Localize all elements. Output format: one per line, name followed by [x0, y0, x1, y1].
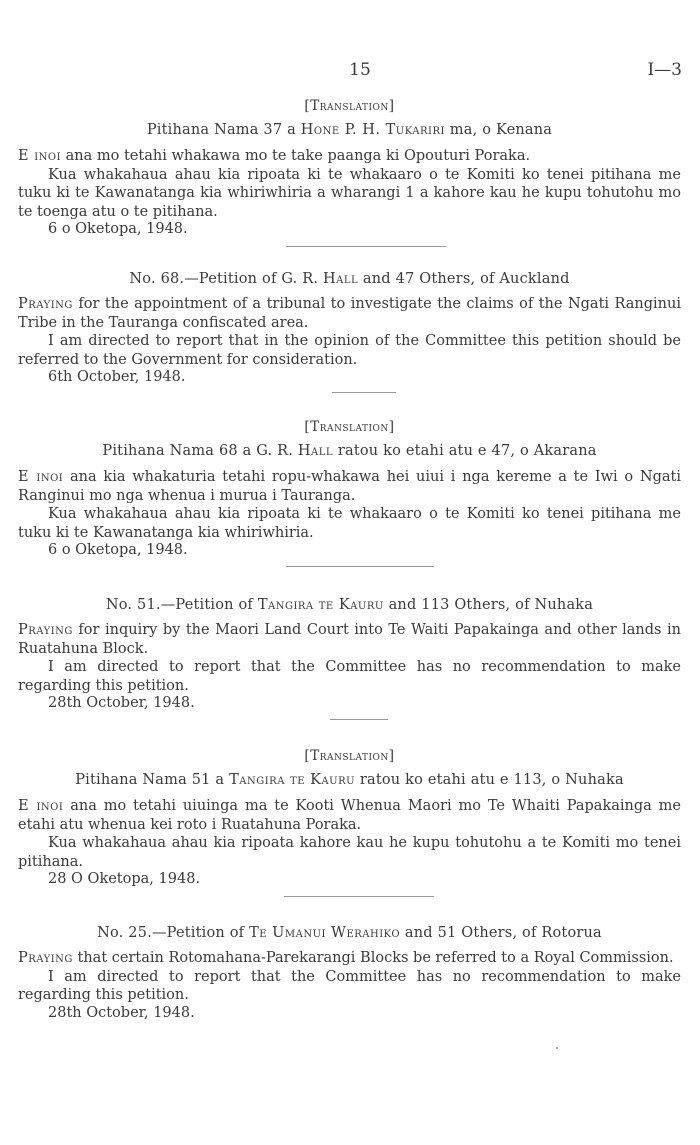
petition-title: [18, 443, 681, 459]
section-divider: [286, 246, 446, 247]
prayer-lead: Praying: [18, 622, 73, 638]
report-date: 28th October, 1948.: [48, 695, 195, 711]
report-paragraph: I am directed to report that in the opinion of the Committee this petition should be referred to the Government for consideration.: [18, 333, 681, 368]
prayer-paragraph: [18, 621, 681, 658]
report-paragraph: Kua whakahaua ahau kia ripoata ki te whakaaro o te Komiti ko tenei pitihana me tuku ki te Kawanatanga kia whiriwhiria.: [18, 506, 681, 541]
petition-entry: [18, 468, 681, 558]
title-prefix: No. 68.—Petition of G. R.: [129, 271, 323, 287]
title-suffix: ratou ko etahi atu e 47, o Akarana: [333, 443, 597, 459]
petition-entry: [18, 147, 681, 237]
petitioner-name: Hone P. H. Tukariri: [300, 122, 445, 138]
scan-speck: [556, 1047, 558, 1049]
short-divider: [330, 719, 388, 720]
petition-entry: [18, 797, 681, 887]
report-date: 6th October, 1948.: [48, 369, 186, 385]
report-date: 28th October, 1948.: [48, 1004, 195, 1021]
prayer-text: ana mo tetahi whakawa mo te take paanga ki Opouturi Poraka.: [61, 148, 531, 164]
translation-heading: [Translation]: [304, 98, 395, 114]
report-paragraph: I am directed to report that the Committee has no recommendation to make regarding this petition.: [18, 968, 681, 1003]
petition-title: [18, 925, 681, 941]
prayer-paragraph: [18, 949, 681, 968]
prayer-paragraph: [18, 468, 681, 505]
title-prefix: Pitihana Nama 51 a: [75, 772, 230, 788]
title-suffix: ma, o Kenana: [444, 122, 553, 138]
title-prefix: Pitihana Nama 68 a G. R.: [102, 443, 298, 459]
prayer-lead: E inoi: [18, 798, 64, 814]
translation-heading: [Translation]: [304, 419, 395, 435]
prayer-text: for inquiry by the Maori Land Court into Te Waiti Papakainga and other lands in Ruatahuna Block.: [18, 622, 681, 657]
prayer-lead: Praying: [18, 296, 73, 312]
petitioner-name: Tangira te Kauru: [257, 597, 384, 613]
title-suffix: and 51 Others, of Rotorua: [400, 925, 602, 941]
prayer-paragraph: [18, 295, 681, 332]
petition-title: [18, 122, 681, 138]
prayer-text: ana kia whakaturia tetahi ropu-whakawa hei uiui i nga kereme a te Iwi o Ngati Ranginui mo nga whenua i murua i Tauranga.: [18, 469, 682, 504]
title-prefix: No. 51.—Petition of: [105, 597, 258, 613]
report-date: 6 o Oketopa, 1948.: [48, 542, 188, 558]
prayer-text: that certain Rotomahana-Parekarangi Blocks be referred to a Royal Commission.: [72, 950, 674, 966]
petition-entry: [18, 949, 681, 1021]
petitioner-name: Te Umanui Werahiko: [249, 925, 401, 941]
petition-title: [18, 271, 681, 287]
prayer-lead: Praying: [18, 950, 73, 966]
translation-heading: [Translation]: [304, 748, 395, 764]
prayer-lead: E inoi: [18, 469, 64, 485]
report-date: 28 O Oketopa, 1948.: [48, 871, 201, 887]
petition-title: [18, 772, 681, 788]
document-reference: I—3: [647, 60, 682, 80]
petition-title: [18, 597, 681, 613]
title-prefix: Pitihana Nama 37 a: [146, 122, 301, 138]
report-paragraph: I am directed to report that the Committee has no recommendation to make regarding this petition.: [18, 659, 681, 694]
section-divider: [284, 896, 434, 897]
petition-entry: [18, 621, 681, 711]
report-paragraph: Kua whakahaua ahau kia ripoata kahore kau he kupu tohutohu a te Komiti mo tenei pitihana.: [18, 835, 681, 870]
petitioner-name: Hall: [297, 443, 334, 459]
prayer-text: for the appointment of a tribunal to investigate the claims of the Ngati Ranginui Tribe in the Tauranga confiscated area.: [18, 296, 681, 331]
report-paragraph: Kua whakahaua ahau kia ripoata ki te whakaaro o te Komiti ko tenei pitihana me tuku ki te Kawanatanga kia whiriwhiria a wharangi 1 a kahore kau he kupu tohutohu mo te toenga atu o te pitihana.: [18, 166, 681, 220]
prayer-paragraph: [18, 797, 681, 834]
prayer-paragraph: [18, 147, 681, 166]
petition-entry: [18, 295, 681, 385]
title-suffix: and 47 Others, of Auckland: [358, 271, 570, 287]
title-suffix: ratou ko etahi atu e 113, o Nuhaka: [355, 772, 624, 788]
petitioner-name: Hall: [322, 271, 359, 287]
prayer-text: ana mo tetahi uiuinga ma te Kooti Whenua Maori mo Te Whaiti Papakainga me etahi atu whenua kei roto i Ruatahuna Poraka.: [18, 798, 682, 833]
title-prefix: No. 25.—Petition of: [97, 925, 250, 941]
section-divider: [286, 566, 434, 567]
page-number: 15: [349, 60, 371, 80]
report-date: 6 o Oketopa, 1948.: [48, 221, 188, 237]
title-suffix: and 113 Others, of Nuhaka: [383, 597, 594, 613]
petitioner-name: Tangira te Kauru: [229, 772, 356, 788]
prayer-lead: E inoi: [18, 148, 62, 164]
short-divider: [332, 392, 396, 393]
